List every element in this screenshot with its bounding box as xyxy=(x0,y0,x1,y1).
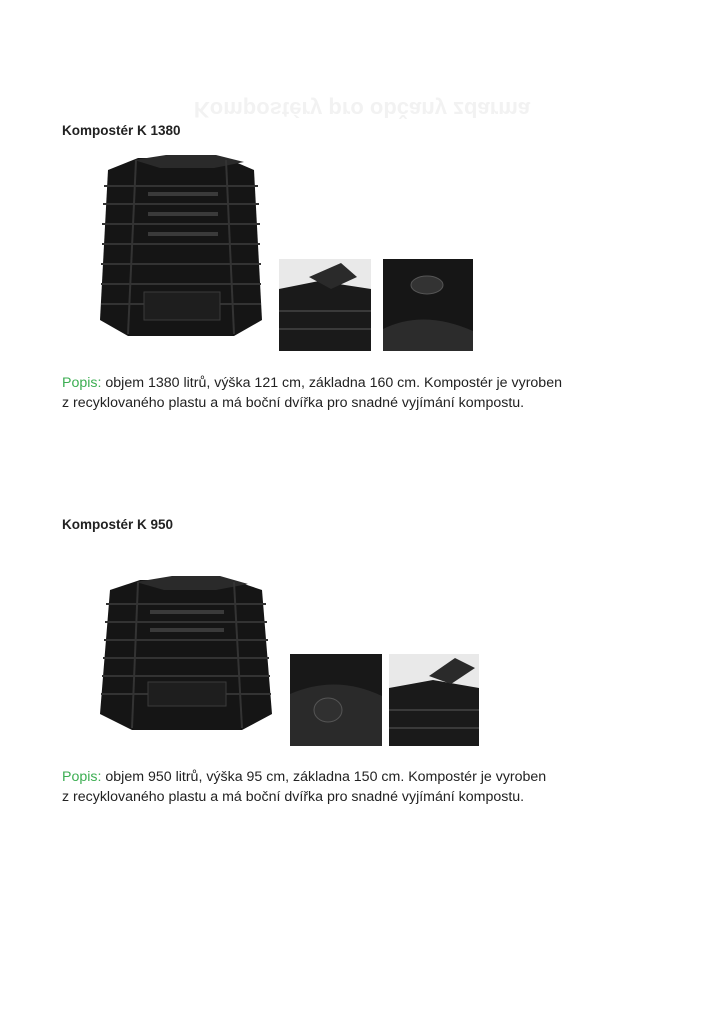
product-title: Kompostér K 1380 xyxy=(62,123,181,138)
description-line-1 xyxy=(62,373,662,393)
description-text-1: objem 1380 litrů, výška 121 cm, základna 160 cm. Kompostér je vyroben xyxy=(105,375,562,391)
composter-photo-main xyxy=(96,152,266,342)
composter-photo-handle-detail xyxy=(383,259,473,351)
product-title: Kompostér K 950 xyxy=(62,517,174,532)
description-line-1 xyxy=(62,767,662,787)
composter-photo-main xyxy=(96,574,276,736)
product-description xyxy=(62,373,662,413)
composter-photo-handle-detail xyxy=(290,654,382,746)
bleed-through-text: Kompostéry pro občany zdarma xyxy=(193,97,531,122)
composter-photo-lid-detail xyxy=(279,259,371,351)
product-description xyxy=(62,767,662,807)
description-label: Popis: xyxy=(62,769,102,785)
description-line-2: z recyklovaného plastu a má boční dvířka pro snadné vyjímání kompostu. xyxy=(62,395,525,411)
composter-photo-lid-detail xyxy=(389,654,479,746)
description-text-1: objem 950 litrů, výška 95 cm, základna 150 cm. Kompostér je vyroben xyxy=(105,769,547,785)
description-line-2: z recyklovaného plastu a má boční dvířka pro snadné vyjímání kompostu. xyxy=(62,789,525,805)
description-label: Popis: xyxy=(62,375,102,391)
